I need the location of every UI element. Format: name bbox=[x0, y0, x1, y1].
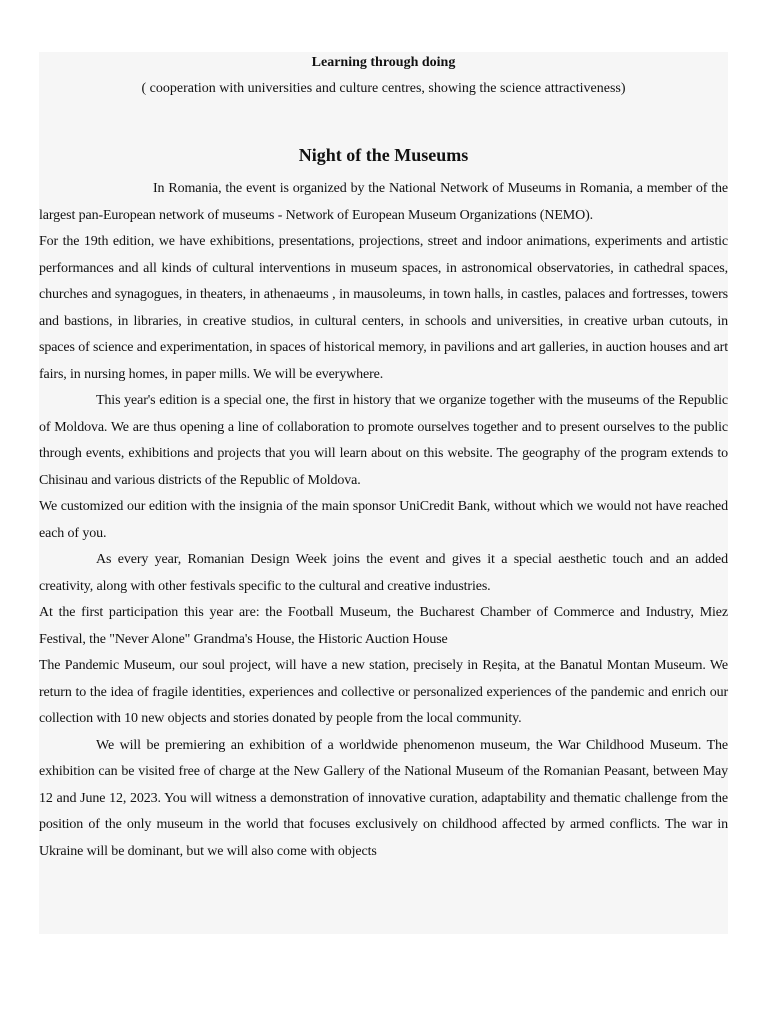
document-body bbox=[39, 176, 728, 865]
section-subheading: ( cooperation with universities and culture centres, showing the science attractiveness) bbox=[141, 81, 626, 96]
paragraph-war-childhood: We will be premiering an exhibition of a worldwide phenomenon museum, the War Childhood Museum. The exhibition can be visited free of charge at the New Gallery of the National Museum of the Romanian Peasant, between May 12 and June 12, 2023. You will witness a demonstration of innovative curation, adaptability and thematic challenge from the position of the only museum in the world that focuses exclusively on childhood affected by armed conflicts. The war in Ukraine will be dominant, but we will also come with objects bbox=[39, 737, 728, 859]
paragraph-first-participation: At the first participation this year are: the Football Museum, the Bucharest Chamber of Commerce and Industry, Miez Festival, the "Never Alone" Grandma's House, the Historic Auction House bbox=[39, 605, 728, 647]
document-page bbox=[39, 52, 728, 934]
paragraph-romania-intro: In Romania, the event is organized by the National Network of Museums in Romania, a member of the largest pan-European network of museums - Network of European Museum Organizations (NEMO). bbox=[39, 181, 728, 223]
paragraph-19th-edition: For the 19th edition, we have exhibitions, presentations, projections, street and indoor animations, experiments and artistic performances and all kinds of cultural interventions in museum spaces, in astronomical observatories, in cathedral spaces, churches and synagogues, in theaters, in athenaeums , in mausoleums, in town halls, in castles, palaces and fortresses, towers and bastions, in libraries, in creative studios, in cultural centers, in schools and universities, in creative urban cutouts, in spaces of science and experimentation, in spaces of historical memory, in pavilions and art galleries, in auction houses and art fairs, in nursing homes, in paper mills. We will be everywhere. bbox=[39, 234, 728, 382]
paragraph-pandemic-museum: The Pandemic Museum, our soul project, will have a new station, precisely in Reșita, at the Banatul Montan Museum. We return to the idea of fragile identities, experiences and collective or personalized experiences of the pandemic and enrich our collection with 10 new objects and stories donated by people from the local community. bbox=[39, 658, 728, 726]
paragraph-moldova: This year's edition is a special one, the first in history that we organize together with the museums of the Republic of Moldova. We are thus opening a line of collaboration to promote ourselves together and to present ourselves to the public through events, exhibitions and projects that you will learn about on this website. The geography of the program extends to Chisinau and various districts of the Republic of Moldova. bbox=[39, 393, 728, 488]
section-heading: Learning through doing bbox=[311, 55, 456, 70]
document-title: Night of the Museums bbox=[298, 145, 469, 165]
paragraph-design-week: As every year, Romanian Design Week joins the event and gives it a special aesthetic touch and an added creativity, along with other festivals specific to the cultural and creative industries. bbox=[39, 552, 728, 594]
paragraph-sponsor: We customized our edition with the insignia of the main sponsor UniCredit Bank, without which we would not have reached each of you. bbox=[39, 499, 728, 541]
